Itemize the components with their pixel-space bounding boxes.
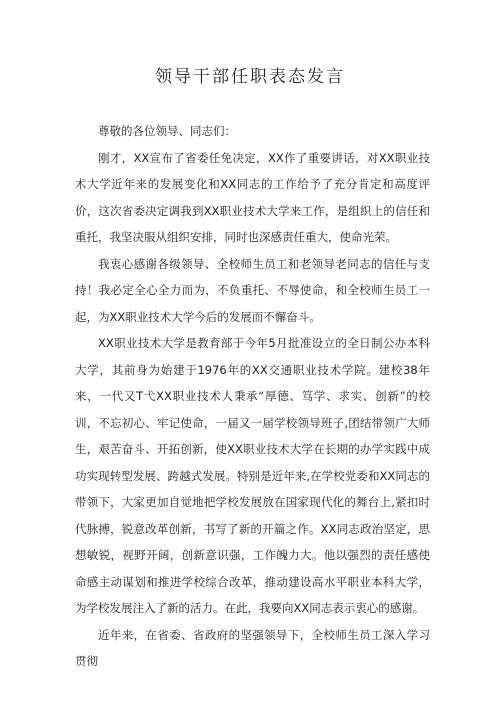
document-title: 领导干部任职表态发言 <box>155 67 345 87</box>
paragraph-4: 近年来，在省委、省政府的坚强领导下，全校师生员工深入学习贯彻 <box>75 627 430 668</box>
document-body <box>75 118 430 675</box>
greeting-line: 尊敬的各位领导、同志们： <box>98 124 236 138</box>
paragraph-2: 我衷心感谢各级领导、全校师生员工和老领导老同志的信任与支持！我必定全心全力而为，不负重托、不辱使命，和全校师生员工一起，为XX职业技术大学今后的发展而不懈奋斗。 <box>75 256 430 324</box>
paragraph-1: 刚才，XX宣布了省委任免决定，XX作了重要讲话，对XX职业技术大学近年来的发展变化和XX同志的工作给予了充分肯定和高度评价，这次省委决定调我到XX职业技术大学来工作，是组织上的信任和重托，我坚决服从组织安排，同时也深感责任重大，使命光荣。 <box>75 150 430 244</box>
paragraph-3: XX职业技术大学是教育部于今年5月批准设立的全日制公办本科大学，其前身为始建于1976年的XX交通职业技术学院。建校38年来，一代又T弋XX职业技术人秉承“厚德、笃学、求实、创新”的校训，不忘初心、牢记使命，一届又一届学校领导班子,团结带领广大师生，艰苦奋斗、开拓创新，使XX职业技术大学在长期的办学实践中成功实现转型发展、跨越式发展。特别是近年来,在学校党委和XX同志的带领下，大家更加自觉地把学校发展放在国家现代化的舞台上,紧扣时代脉搏，锐意改革创新，书写了新的开篇之作。XX同志政治坚定，思想敏锐，视野开阔，创新意识强，工作魄力大。他以强烈的责任感使命感主动谋划和推进学校综合改革，推动建设高水平职业本科大学，为学校发展注入了新的活力。在此，我要向XX同志表示衷心的感谢。 <box>75 336 430 615</box>
